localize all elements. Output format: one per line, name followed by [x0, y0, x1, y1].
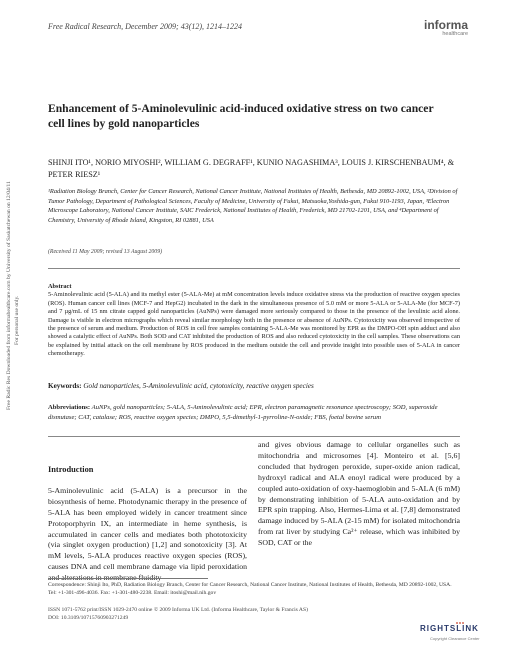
footnote-rule — [48, 578, 208, 579]
keywords-label: Keywords: — [48, 382, 82, 390]
keywords-block — [48, 381, 460, 391]
intro-heading: Introduction — [48, 465, 94, 474]
issn-block — [48, 607, 428, 623]
publisher-sub: healthcare — [442, 31, 469, 37]
abbreviations-text: AuNPs, gold nanoparticles; 5-ALA, 5-Aminolevulinic acid; EPR, electron paramagnetic resonance spectroscopy; SOD, superoxide dismutase; CAT, catalase; ROS, reactive oxygen species; DMPO, 5,5-dimethyl-1-pyrroline-N-oxide; FBS, foetal bovine serum — [48, 404, 438, 421]
download-note: Free Radic Res Downloaded from informahealthcare.com by University of Saskatchewan on 12/04/11 — [6, 181, 12, 410]
affiliations: ¹Radiation Biology Branch, Center for Cancer Research, National Cancer Institute, National Institutes of Health, Bethesda, MD 20892-1002, USA, ²Division of Tumor Pathology, Department of Pathological Sciences, Faculty of Medicine, University of Fukui, Matsuoka,Yoshida-gun, Fukui 910-1193, Japan, ³Electron Microscope Laboratory, National Cancer Institute, SAIC Frederick, National Institutes of Health, Frederick, MD 21702-1201, USA, and ⁴Department of Chemistry, University of Rhode Island, Kingston, RI 02881, USA — [48, 188, 458, 224]
abstract-bottom-rule — [48, 436, 460, 437]
intro-column-left — [48, 465, 247, 584]
author-list: SHINJI ITO¹, NORIO MIYOSHI², WILLIAM G. DEGRAFF¹, KUNIO NAGASHIMA³, LOUIS J. KIRSCHENBAUM⁴, & PETER RIESZ¹ — [48, 158, 455, 179]
intro-text-right: and gives obvious damage to cellular organelles such as mitochondria and microsomes [4]. Monteiro et al. [5,6] concluded that hydrogen peroxide, super-oxide anion radical, hydroxyl radical and ALA enoyl radical were produced by a coupled auto-oxidation of oxy-haemoglobin and 5-ALA (6 mM) by demonstrating inhibition of 5-ALA auto-oxidation and by EPR spin trapping. Also, Hermes-Lima et al. [7,8] demonstrated damage induced by 5-ALA (2-15 mM) for isolated mitochondria from rat liver by studying Ca²⁺ release, which was inhibited by SOD, CAT or the — [258, 440, 460, 548]
abstract-text: 5-Aminolevulinic acid (5-ALA) and its methyl ester (5-ALA-Me) at mM concentration levels induce oxidative stress via the production of reactive oxygen species (ROS). Human cancer cell lines (MCF-7 and HepG2) incubated in the dark in the simultaneous presence of 5.0 mM or more 5-ALA or 5-ALA-Me (for MCF-7) and 7 µg/mL of 15 nm citrate capped gold nanoparticles (AuNPs) were damaged more seriously compared to those in the presence of the levulinic acid alone. Damage is visible in electron micrographs which reveal similar morphology both in the presence or absence of AuNPs. Cytotoxicity was observed irrespective of the presence of serum and medium. Production of ROS in cell free samples containing 5-ALA-Me was monitored by EPR as the DMPO-OH spin adduct and also showed a catalytic effect of AuNPs. Both SOD and CAT inhibited the production of ROS and also reduced cytotoxicity in the cell samples. These observations can be explained by initial attack on the cell membrane by ROS produced in the medium outside the cell and provide insight into possible uses of 5-ALA in cancer chemotherapy. — [48, 291, 460, 358]
personal-use-note: For personal use only. — [14, 295, 20, 345]
abstract-top-rule — [48, 268, 460, 269]
article-title: Enhancement of 5-Aminolevulinic acid-induced oxidative stress on two cancer cell lines by gold nanoparticles — [48, 102, 434, 130]
rightslink-sub: Copyright Clearance Center — [430, 636, 480, 641]
abbreviations-block — [48, 403, 460, 423]
abbreviations-label: Abbreviations: — [48, 404, 91, 411]
issn-line: ISSN 1071-5762 print/ISSN 1029-2470 online © 2009 Informa UK Ltd. (Informa Healthcare, Taylor & Francis AS) — [48, 607, 308, 613]
publisher-logo — [424, 19, 468, 38]
journal-citation: Free Radical Research, December 2009; 43(12), 1214–1224 — [48, 22, 243, 31]
correspondence-note: Correspondence: Shinji Ito, PhD, Radiation Biology Branch, Center for Cancer Research, National Cancer Institute, National Institutes of Health, Bethesda, MD 20892-1002, USA. Tel: +1-301-496-4036. Fax: +1-301-480-2238. Email: itoshi@mail.nih.gov — [48, 582, 452, 596]
keywords-text: Gold nanoparticles, 5-Aminolevulinic acid, cytotoxicity, reactive oxygen species — [83, 382, 314, 390]
rightslink-logo[interactable]: RIGHTSLINK — [420, 624, 479, 633]
intro-column-right — [258, 440, 460, 549]
doi-line: DOI: 10.3109/10715760903271249 — [48, 614, 129, 621]
intro-text-left: 5-Aminolevulinic acid (5-ALA) is a precursor in the biosynthesis of heme. Photodynamic therapy in the presence of 5-ALA has been employed widely in cancer treatment since Protoporphyrin IX, an intermediate in heme synthesis, is accumulated in cancer cells and mediates both phototoxicity (via singlet oxygen production) [1,2] and sonotoxicity [3]. At mM levels, 5-ALA produces reactive oxygen species (ROS), causes DNA and cell membrane damage via lipid peroxidation and alterations in membrane fluidity — [48, 485, 247, 583]
received-dates: (Received 11 May 2009; revised 13 August 2009) — [48, 249, 163, 255]
abstract-block — [48, 283, 460, 359]
abstract-heading: Abstract — [48, 283, 72, 290]
publisher-name: informa — [424, 18, 469, 32]
